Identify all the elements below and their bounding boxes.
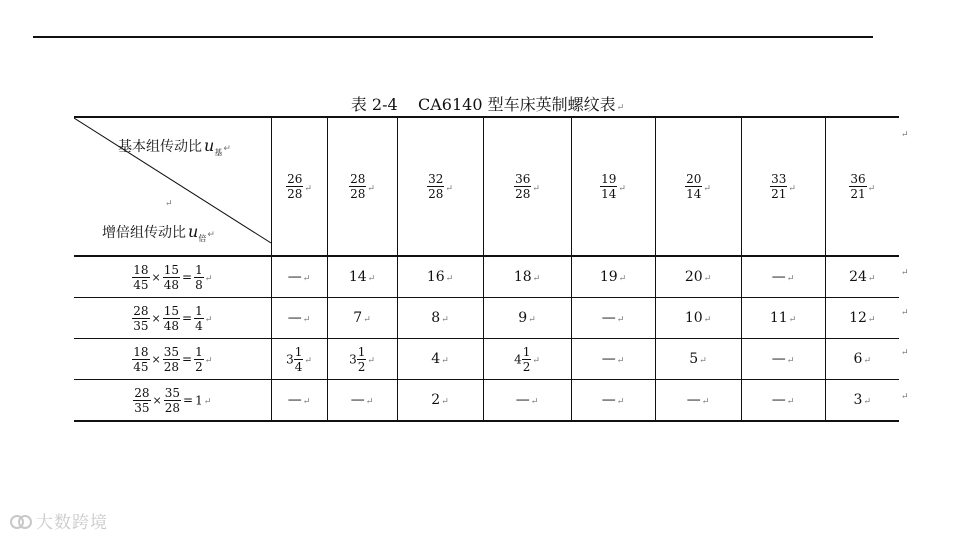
base-ratio-fraction — [514, 172, 531, 201]
paragraph-mark: ↵ — [445, 274, 454, 284]
paragraph-mark: ↵ — [441, 356, 449, 366]
pitch-cell — [483, 298, 571, 339]
pitch-cell — [655, 339, 741, 380]
empty-dash: — — [771, 392, 786, 408]
threads-per-inch: 4 — [431, 351, 441, 367]
pitch-cell — [741, 380, 825, 422]
paragraph-mark: ↵ — [532, 183, 540, 194]
fraction-denominator: 28 — [287, 187, 303, 201]
fraction-denominator: 35 — [134, 400, 150, 415]
base-ratio-subscript: 基 — [214, 148, 223, 157]
paragraph-mark: ↵ — [786, 397, 795, 407]
pitch-cell — [271, 256, 327, 298]
fraction-numerator: 28 — [133, 303, 149, 318]
table-row — [74, 298, 899, 339]
table-row — [74, 256, 899, 298]
fraction-numerator: 15 — [163, 303, 180, 318]
ratio-result-fraction — [194, 304, 204, 333]
table-row — [74, 339, 899, 380]
paragraph-mark: ↵ — [367, 274, 376, 284]
paragraph-mark: ↵ — [302, 397, 311, 407]
column-header-7 — [741, 117, 825, 256]
fraction-denominator: 28 — [164, 400, 181, 415]
paragraph-mark: ↵ — [901, 268, 909, 278]
fraction-numerator: 36 — [515, 172, 531, 186]
multiplier-ratio-label — [102, 222, 215, 244]
empty-dash: — — [287, 392, 302, 408]
paragraph-mark: ↵ — [901, 130, 909, 140]
paragraph-mark: ↵ — [703, 274, 712, 284]
base-ratio-symbol: u — [204, 136, 215, 155]
pitch-cell — [571, 339, 655, 380]
paragraph-mark: ↵ — [302, 315, 311, 325]
pitch-cell — [483, 380, 571, 422]
threads-per-inch: 2 — [431, 392, 441, 408]
paragraph-mark: ↵ — [532, 274, 541, 284]
fraction-denominator: 28 — [428, 187, 444, 201]
pitch-cell — [327, 380, 397, 422]
paragraph-mark: ↵ — [165, 199, 173, 209]
table-caption — [75, 92, 900, 115]
paragraph-mark: ↵ — [365, 397, 374, 407]
mixed-number-fraction — [357, 345, 367, 374]
threads-per-inch: 8 — [431, 310, 441, 326]
multiply-sign: × — [151, 352, 161, 366]
base-ratio-fraction — [770, 172, 787, 201]
pitch-cell — [571, 298, 655, 339]
fraction-numerator: 1 — [294, 344, 303, 359]
fraction-denominator: 35 — [133, 318, 149, 333]
column-header-2 — [327, 117, 397, 256]
empty-dash: — — [601, 392, 616, 408]
fraction-numerator: 28 — [134, 385, 150, 400]
empty-dash: — — [287, 269, 302, 285]
header-row — [74, 117, 899, 256]
ratio-fraction-2 — [163, 345, 180, 374]
paragraph-mark: ↵ — [618, 183, 626, 194]
pitch-cell — [271, 298, 327, 339]
fraction-numerator: 19 — [601, 172, 617, 186]
ratio-fraction-2 — [164, 386, 181, 415]
paragraph-mark: ↵ — [304, 183, 312, 194]
paragraph-mark: ↵ — [441, 315, 449, 325]
fraction-denominator: 14 — [686, 187, 702, 201]
paragraph-mark: ↵ — [788, 183, 796, 194]
threads-per-inch: 24 — [849, 269, 867, 285]
pitch-cell — [327, 298, 397, 339]
paragraph-mark: ↵ — [901, 348, 909, 358]
ratio-fraction-1 — [132, 345, 149, 374]
fraction-denominator: 45 — [133, 277, 149, 292]
paragraph-mark: ↵ — [441, 397, 449, 407]
base-ratio-fraction — [685, 172, 702, 201]
paragraph-mark: ↵ — [367, 356, 375, 366]
pitch-cell — [655, 256, 741, 298]
corner-cell — [74, 117, 271, 256]
fraction-denominator: 21 — [771, 187, 787, 201]
pitch-cell — [397, 339, 483, 380]
pitch-cell — [825, 380, 899, 422]
threads-per-inch: 14 — [348, 269, 367, 285]
paragraph-mark: ↵ — [363, 315, 371, 325]
threads-per-inch: 18 — [513, 269, 532, 285]
paragraph-mark: ↵ — [204, 274, 213, 284]
fraction-numerator: 1 — [195, 262, 203, 277]
fraction-denominator: 8 — [195, 277, 203, 292]
fraction-numerator: 35 — [164, 385, 181, 400]
paragraph-mark: ↵ — [901, 308, 909, 318]
base-ratio-fraction — [286, 172, 303, 201]
equals-sign: = — [182, 270, 193, 284]
paragraph-mark: ↵ — [203, 397, 212, 407]
multiplier-ratio-symbol: u — [188, 222, 199, 241]
mixed-number-whole: 3 — [349, 352, 357, 366]
multiply-sign: × — [152, 393, 162, 407]
base-ratio-label — [118, 136, 231, 158]
pitch-cell — [655, 298, 741, 339]
fraction-denominator: 28 — [515, 187, 531, 201]
pitch-cell — [397, 298, 483, 339]
fraction-denominator: 28 — [163, 359, 180, 374]
paragraph-mark: ↵ — [616, 397, 625, 407]
column-header-5 — [571, 117, 655, 256]
ratio-fraction-2 — [163, 304, 180, 333]
paragraph-mark: ↵ — [204, 356, 213, 366]
fraction-denominator: 2 — [195, 359, 203, 374]
ratio-result-fraction — [194, 263, 204, 292]
fraction-denominator: 45 — [133, 359, 149, 374]
paragraph-mark: ↵ — [618, 274, 627, 284]
paragraph-mark: ↵ — [701, 397, 710, 407]
paragraph-mark: ↵ — [616, 315, 625, 325]
equals-sign: = — [182, 311, 193, 325]
fraction-denominator: 28 — [350, 187, 366, 201]
base-ratio-fraction — [349, 172, 366, 201]
pitch-cell — [825, 256, 899, 298]
fraction-numerator: 28 — [350, 172, 366, 186]
equals-sign: = — [183, 393, 194, 407]
fraction-denominator: 2 — [522, 359, 531, 374]
fraction-numerator: 1 — [357, 344, 366, 359]
fraction-numerator: 18 — [133, 262, 149, 277]
empty-dash: — — [771, 269, 786, 285]
paragraph-mark: ↵ — [703, 183, 711, 194]
fraction-numerator: 26 — [287, 172, 303, 186]
multiply-sign: × — [151, 270, 161, 284]
threads-per-inch: 12 — [849, 310, 867, 326]
fraction-denominator: 48 — [163, 318, 180, 333]
paragraph-mark: ↵ — [616, 103, 625, 113]
watermark-text: 大数跨境 — [36, 513, 108, 533]
mixed-number-whole: 4 — [514, 352, 522, 366]
ratio-result-fraction — [194, 345, 204, 374]
paragraph-mark: ↵ — [786, 356, 795, 366]
fraction-numerator: 15 — [163, 262, 180, 277]
pitch-cell — [571, 380, 655, 422]
fraction-denominator: 21 — [850, 187, 866, 201]
base-ratio-fraction — [427, 172, 444, 201]
threads-per-inch: 19 — [599, 269, 618, 285]
threads-per-inch: 9 — [518, 310, 528, 326]
paragraph-mark: ↵ — [302, 274, 311, 284]
paragraph-mark: ↵ — [703, 315, 712, 325]
column-header-8 — [825, 117, 899, 256]
empty-dash: — — [287, 310, 302, 326]
paragraph-mark: ↵ — [616, 356, 625, 366]
fraction-denominator: 4 — [294, 359, 303, 374]
mixed-number-fraction — [294, 345, 304, 374]
brand-logo-icon — [10, 514, 32, 530]
multiplier-ratio-text: 增倍组传动比 — [102, 225, 186, 241]
paragraph-mark: ↵ — [863, 356, 871, 366]
fraction-numerator: 35 — [163, 344, 180, 359]
pitch-cell — [397, 380, 483, 422]
multiplier-ratio-cell — [74, 256, 271, 298]
watermark — [10, 508, 108, 533]
pitch-cell — [825, 339, 899, 380]
paragraph-mark: ↵ — [367, 183, 375, 194]
pitch-cell — [741, 339, 825, 380]
mixed-number-whole: 3 — [286, 352, 294, 366]
column-header-3 — [397, 117, 483, 256]
paragraph-mark: ↵ — [304, 356, 312, 366]
ratio-fraction-1 — [133, 386, 150, 415]
empty-dash: — — [686, 392, 701, 408]
pitch-cell — [741, 256, 825, 298]
ratio-result: 1 — [195, 393, 203, 407]
fraction-numerator: 32 — [428, 172, 444, 186]
pitch-cell — [271, 339, 327, 380]
threads-per-inch: 5 — [689, 351, 699, 367]
multiplier-ratio-cell — [74, 380, 271, 422]
pitch-cell — [825, 298, 899, 339]
paragraph-mark: ↵ — [532, 356, 540, 366]
base-ratio-fraction — [849, 172, 866, 201]
fraction-numerator: 20 — [686, 172, 702, 186]
pitch-cell — [483, 339, 571, 380]
table-row — [74, 380, 899, 422]
multiply-sign: × — [151, 311, 161, 325]
pitch-cell — [655, 380, 741, 422]
paragraph-mark: ↵ — [445, 183, 453, 194]
paragraph-mark: ↵ — [901, 392, 909, 402]
fraction-numerator: 36 — [850, 172, 866, 186]
fraction-numerator: 18 — [133, 344, 149, 359]
empty-dash: — — [771, 351, 786, 367]
ratio-fraction-1 — [132, 263, 149, 292]
paragraph-mark: ↵ — [207, 230, 215, 240]
ratio-fraction-1 — [132, 304, 149, 333]
pitch-cell — [327, 339, 397, 380]
pitch-cell — [741, 298, 825, 339]
multiplier-ratio-cell — [74, 339, 271, 380]
fraction-denominator: 48 — [163, 277, 180, 292]
empty-dash: — — [601, 351, 616, 367]
paragraph-mark: ↵ — [786, 274, 795, 284]
base-ratio-text: 基本组传动比 — [118, 139, 202, 155]
paragraph-mark: ↵ — [867, 274, 876, 284]
paragraph-mark: ↵ — [867, 315, 876, 325]
top-rule — [33, 36, 873, 38]
column-header-1 — [271, 117, 327, 256]
threads-per-inch: 20 — [684, 269, 703, 285]
thread-table — [74, 116, 899, 422]
column-header-6 — [655, 117, 741, 256]
empty-dash: — — [350, 392, 365, 408]
pitch-cell — [571, 256, 655, 298]
paragraph-mark: ↵ — [204, 315, 213, 325]
base-ratio-fraction — [600, 172, 617, 201]
paragraph-mark: ↵ — [699, 356, 707, 366]
equals-sign: = — [182, 352, 193, 366]
threads-per-inch: 16 — [426, 269, 445, 285]
paragraph-mark: ↵ — [530, 397, 539, 407]
paragraph-mark: ↵ — [863, 397, 871, 407]
paragraph-mark: ↵ — [223, 144, 231, 154]
fraction-numerator: 1 — [195, 303, 203, 318]
empty-dash: — — [515, 392, 530, 408]
paragraph-mark: ↵ — [867, 183, 876, 194]
fraction-numerator: 1 — [195, 344, 203, 359]
multiplier-ratio-subscript: 倍 — [198, 234, 207, 243]
caption-text: 表 2-4 CA6140 型车床英制螺纹表 — [350, 95, 616, 114]
pitch-cell — [483, 256, 571, 298]
fraction-numerator: 1 — [522, 344, 531, 359]
empty-dash: — — [601, 310, 616, 326]
threads-per-inch: 3 — [853, 392, 863, 408]
threads-per-inch: 10 — [684, 310, 703, 326]
fraction-numerator: 33 — [771, 172, 787, 186]
threads-per-inch: 6 — [853, 351, 863, 367]
pitch-cell — [397, 256, 483, 298]
threads-per-inch: 11 — [769, 310, 788, 326]
fraction-denominator: 2 — [357, 359, 366, 374]
threads-per-inch: 7 — [353, 310, 363, 326]
pitch-cell — [327, 256, 397, 298]
fraction-denominator: 14 — [601, 187, 617, 201]
column-header-4 — [483, 117, 571, 256]
multiplier-ratio-cell — [74, 298, 271, 339]
fraction-denominator: 4 — [195, 318, 203, 333]
pitch-cell — [271, 380, 327, 422]
ratio-fraction-2 — [163, 263, 180, 292]
mixed-number-fraction — [522, 345, 532, 374]
paragraph-mark: ↵ — [528, 315, 536, 325]
paragraph-mark: ↵ — [788, 315, 797, 325]
